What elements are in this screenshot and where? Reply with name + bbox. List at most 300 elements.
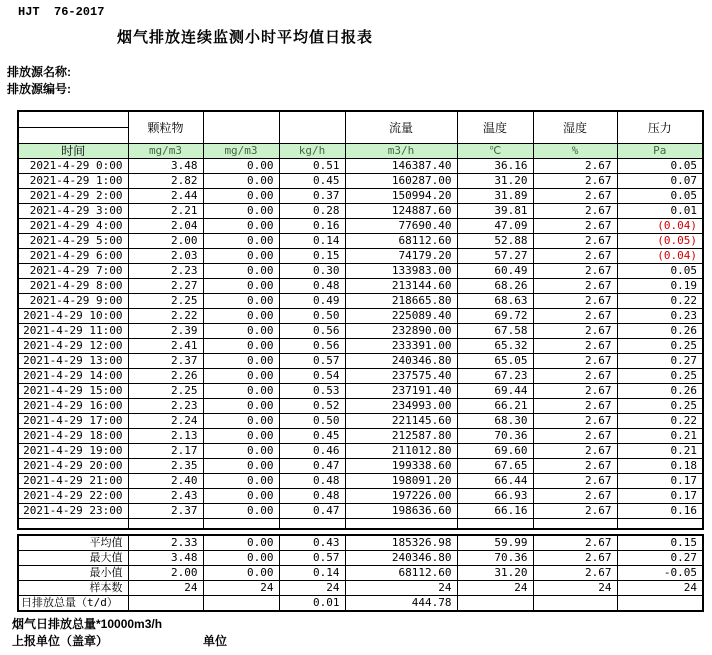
summary-rows: [18, 535, 703, 611]
summary-value-cell: 24: [345, 581, 457, 596]
time-cell: 2021-4-29 22:00: [18, 489, 128, 504]
unit-cell-mgm3-b: mg/m3: [203, 144, 279, 159]
value-cell: 66.21: [457, 399, 533, 414]
value-cell: 2.43: [128, 489, 203, 504]
value-cell: 0.00: [203, 384, 279, 399]
summary-value-cell: 444.78: [345, 596, 457, 612]
value-cell: 160287.00: [345, 174, 457, 189]
time-cell: 2021-4-29 6:00: [18, 249, 128, 264]
summary-value-cell: 24: [533, 581, 617, 596]
value-cell: 68.26: [457, 279, 533, 294]
time-cell: 2021-4-29 15:00: [18, 384, 128, 399]
value-cell: 0.00: [203, 279, 279, 294]
value-cell: 0.23: [617, 309, 703, 324]
value-cell: 0.00: [203, 429, 279, 444]
time-cell: 2021-4-29 11:00: [18, 324, 128, 339]
summary-value-cell: [203, 596, 279, 612]
value-cell: 0.00: [203, 309, 279, 324]
value-cell: 0.22: [617, 414, 703, 429]
value-cell: 212587.80: [345, 429, 457, 444]
value-cell: 0.17: [617, 474, 703, 489]
column-header-flow: 流量: [345, 111, 457, 144]
table-row: [18, 369, 703, 384]
value-cell: 211012.80: [345, 444, 457, 459]
doc-code: HJT 76-2017: [18, 5, 105, 19]
value-cell: 2.17: [128, 444, 203, 459]
time-cell: 2021-4-29 20:00: [18, 459, 128, 474]
summary-value-cell: [128, 596, 203, 612]
value-cell: 2.27: [128, 279, 203, 294]
value-cell: 198091.20: [345, 474, 457, 489]
time-cell: 2021-4-29 17:00: [18, 414, 128, 429]
value-cell: 0.26: [617, 384, 703, 399]
value-cell: 65.32: [457, 339, 533, 354]
value-cell: 0.56: [279, 324, 345, 339]
value-cell: 234993.00: [345, 399, 457, 414]
value-cell: 0.21: [617, 444, 703, 459]
source-id-label: 排放源编号:: [7, 82, 71, 96]
value-cell: 0.00: [203, 354, 279, 369]
summary-value-cell: [617, 596, 703, 612]
summary-value-cell: 0.43: [279, 535, 345, 551]
summary-label: 最大值: [18, 551, 128, 566]
value-cell: 0.49: [279, 294, 345, 309]
value-cell: 0.45: [279, 429, 345, 444]
summary-table: [17, 534, 704, 612]
empty-row: [18, 519, 703, 530]
summary-value-cell: 68112.60: [345, 566, 457, 581]
value-cell: 57.27: [457, 249, 533, 264]
time-cell: 2021-4-29 23:00: [18, 504, 128, 519]
value-cell: 0.37: [279, 189, 345, 204]
report-unit-label: 上报单位（盖章）: [12, 634, 109, 648]
time-column-header: 时间: [18, 144, 128, 159]
value-cell: 0.47: [279, 459, 345, 474]
value-cell: 69.44: [457, 384, 533, 399]
value-cell: 36.16: [457, 159, 533, 174]
summary-row: [18, 596, 703, 612]
header-blank-bottom: [18, 128, 128, 144]
value-cell: 199338.60: [345, 459, 457, 474]
value-cell: 0.00: [203, 294, 279, 309]
value-cell: 0.50: [279, 309, 345, 324]
summary-value-cell: 0.27: [617, 551, 703, 566]
value-cell: 232890.00: [345, 324, 457, 339]
table-row: [18, 309, 703, 324]
value-cell: 2.67: [533, 369, 617, 384]
value-cell: 2.67: [533, 414, 617, 429]
value-cell: 0.25: [617, 339, 703, 354]
unit-label: 单位: [203, 634, 228, 648]
value-cell: 0.00: [203, 234, 279, 249]
value-cell: 0.05: [617, 189, 703, 204]
table-row: [18, 294, 703, 309]
unit-cell-pa: Pa: [617, 144, 703, 159]
value-cell: 0.00: [203, 414, 279, 429]
value-cell: 60.49: [457, 264, 533, 279]
time-cell: 2021-4-29 12:00: [18, 339, 128, 354]
unit-cell-celsius: ℃: [457, 144, 533, 159]
value-cell: (0.04): [617, 249, 703, 264]
time-cell: 2021-4-29 10:00: [18, 309, 128, 324]
value-cell: 2.67: [533, 219, 617, 234]
value-cell: 2.13: [128, 429, 203, 444]
value-cell: 2.37: [128, 354, 203, 369]
empty-cell: [457, 519, 533, 530]
summary-row: [18, 535, 703, 551]
value-cell: 2.23: [128, 399, 203, 414]
value-cell: 0.50: [279, 414, 345, 429]
table-row: [18, 249, 703, 264]
summary-label: 样本数: [18, 581, 128, 596]
value-cell: 0.22: [617, 294, 703, 309]
value-cell: 52.88: [457, 234, 533, 249]
value-cell: 0.05: [617, 159, 703, 174]
summary-value-cell: 24: [617, 581, 703, 596]
value-cell: 0.00: [203, 204, 279, 219]
value-cell: 2.67: [533, 429, 617, 444]
value-cell: 0.45: [279, 174, 345, 189]
value-cell: 0.28: [279, 204, 345, 219]
value-cell: 2.37: [128, 504, 203, 519]
table-row: [18, 504, 703, 519]
time-cell: 2021-4-29 1:00: [18, 174, 128, 189]
value-cell: 67.23: [457, 369, 533, 384]
summary-value-cell: 2.33: [128, 535, 203, 551]
value-cell: 221145.60: [345, 414, 457, 429]
time-cell: 2021-4-29 16:00: [18, 399, 128, 414]
value-cell: 47.09: [457, 219, 533, 234]
value-cell: 2.67: [533, 354, 617, 369]
value-cell: 2.67: [533, 504, 617, 519]
value-cell: 0.48: [279, 489, 345, 504]
summary-value-cell: 0.00: [203, 566, 279, 581]
value-cell: 2.67: [533, 489, 617, 504]
value-cell: 2.67: [533, 159, 617, 174]
value-cell: 2.67: [533, 294, 617, 309]
column-header-humidity: 湿度: [533, 111, 617, 144]
value-cell: 0.15: [279, 249, 345, 264]
column-header-particulate: 颗粒物: [128, 111, 203, 144]
value-cell: 2.21: [128, 204, 203, 219]
value-cell: 0.00: [203, 399, 279, 414]
value-cell: 2.00: [128, 234, 203, 249]
value-cell: 2.67: [533, 459, 617, 474]
value-cell: 66.16: [457, 504, 533, 519]
time-cell: 2021-4-29 8:00: [18, 279, 128, 294]
value-cell: 2.25: [128, 294, 203, 309]
value-cell: 0.25: [617, 399, 703, 414]
value-cell: 2.24: [128, 414, 203, 429]
empty-cell: [617, 519, 703, 530]
value-cell: 218665.80: [345, 294, 457, 309]
column-header-temperature: 温度: [457, 111, 533, 144]
value-cell: 0.00: [203, 474, 279, 489]
value-cell: 0.18: [617, 459, 703, 474]
source-name-label: 排放源名称:: [7, 65, 71, 79]
summary-value-cell: 0.57: [279, 551, 345, 566]
value-cell: 39.81: [457, 204, 533, 219]
summary-row: [18, 566, 703, 581]
summary-value-cell: 2.00: [128, 566, 203, 581]
value-cell: 0.52: [279, 399, 345, 414]
value-cell: 0.05: [617, 264, 703, 279]
value-cell: 2.40: [128, 474, 203, 489]
value-cell: 0.27: [617, 354, 703, 369]
summary-value-cell: 24: [203, 581, 279, 596]
value-cell: 0.57: [279, 354, 345, 369]
value-cell: (0.04): [617, 219, 703, 234]
value-cell: (0.05): [617, 234, 703, 249]
value-cell: 2.67: [533, 444, 617, 459]
value-cell: 65.05: [457, 354, 533, 369]
unit-cell-percent: %: [533, 144, 617, 159]
value-cell: 0.16: [279, 219, 345, 234]
time-cell: 2021-4-29 21:00: [18, 474, 128, 489]
table-row: [18, 324, 703, 339]
value-cell: 213144.60: [345, 279, 457, 294]
value-cell: 0.00: [203, 459, 279, 474]
table-row: [18, 459, 703, 474]
value-cell: 3.48: [128, 159, 203, 174]
table-row: [18, 354, 703, 369]
value-cell: 197226.00: [345, 489, 457, 504]
empty-cell: [533, 519, 617, 530]
value-cell: 0.26: [617, 324, 703, 339]
report-table: [17, 110, 704, 530]
table-row: [18, 339, 703, 354]
value-cell: 0.21: [617, 429, 703, 444]
value-cell: 2.67: [533, 204, 617, 219]
value-cell: 198636.60: [345, 504, 457, 519]
summary-value-cell: 59.99: [457, 535, 533, 551]
table-row: [18, 189, 703, 204]
value-cell: 69.60: [457, 444, 533, 459]
value-cell: 2.41: [128, 339, 203, 354]
summary-row: [18, 581, 703, 596]
value-cell: 233391.00: [345, 339, 457, 354]
value-cell: 2.23: [128, 264, 203, 279]
value-cell: 240346.80: [345, 354, 457, 369]
time-cell: 2021-4-29 18:00: [18, 429, 128, 444]
value-cell: 2.67: [533, 189, 617, 204]
value-cell: 2.44: [128, 189, 203, 204]
table-row: [18, 399, 703, 414]
value-cell: 0.00: [203, 444, 279, 459]
time-cell: 2021-4-29 14:00: [18, 369, 128, 384]
table-row: [18, 264, 703, 279]
time-cell: 2021-4-29 13:00: [18, 354, 128, 369]
time-cell: 2021-4-29 7:00: [18, 264, 128, 279]
summary-value-cell: 0.15: [617, 535, 703, 551]
column-header-pressure: 压力: [617, 111, 703, 144]
value-cell: 0.25: [617, 369, 703, 384]
summary-value-cell: [457, 596, 533, 612]
value-cell: 0.00: [203, 264, 279, 279]
summary-value-cell: [533, 596, 617, 612]
page-title: 烟气排放连续监测小时平均值日报表: [116, 29, 373, 46]
value-cell: 150994.20: [345, 189, 457, 204]
value-cell: 67.65: [457, 459, 533, 474]
value-cell: 237191.40: [345, 384, 457, 399]
table-row: [18, 489, 703, 504]
value-cell: 0.51: [279, 159, 345, 174]
summary-value-cell: 24: [457, 581, 533, 596]
value-cell: 2.25: [128, 384, 203, 399]
value-cell: 31.20: [457, 174, 533, 189]
value-cell: 2.39: [128, 324, 203, 339]
unit-cell-kgh: kg/h: [279, 144, 345, 159]
header-row-top: [18, 111, 703, 128]
value-cell: 0.00: [203, 159, 279, 174]
summary-value-cell: 185326.98: [345, 535, 457, 551]
time-cell: 2021-4-29 2:00: [18, 189, 128, 204]
table-row: [18, 444, 703, 459]
value-cell: 0.16: [617, 504, 703, 519]
value-cell: 2.67: [533, 384, 617, 399]
summary-value-cell: 240346.80: [345, 551, 457, 566]
value-cell: 146387.40: [345, 159, 457, 174]
value-cell: 0.53: [279, 384, 345, 399]
value-cell: 2.67: [533, 264, 617, 279]
value-cell: 0.56: [279, 339, 345, 354]
value-cell: 0.00: [203, 249, 279, 264]
value-cell: 0.00: [203, 324, 279, 339]
value-cell: 2.67: [533, 324, 617, 339]
value-cell: 67.58: [457, 324, 533, 339]
summary-value-cell: 2.67: [533, 551, 617, 566]
table-row: [18, 219, 703, 234]
value-cell: 0.07: [617, 174, 703, 189]
empty-cell: [345, 519, 457, 530]
value-cell: 0.48: [279, 474, 345, 489]
value-cell: 2.67: [533, 399, 617, 414]
value-cell: 2.67: [533, 174, 617, 189]
summary-value-cell: 24: [128, 581, 203, 596]
table-row: [18, 204, 703, 219]
time-cell: 2021-4-29 5:00: [18, 234, 128, 249]
value-cell: 0.30: [279, 264, 345, 279]
value-cell: 2.22: [128, 309, 203, 324]
value-cell: 68112.60: [345, 234, 457, 249]
column-header-blank-2: [279, 111, 345, 144]
value-cell: 0.00: [203, 369, 279, 384]
value-cell: 0.19: [617, 279, 703, 294]
value-cell: 124887.60: [345, 204, 457, 219]
value-cell: 69.72: [457, 309, 533, 324]
value-cell: 0.01: [617, 204, 703, 219]
value-cell: 0.00: [203, 174, 279, 189]
value-cell: 0.54: [279, 369, 345, 384]
table-row: [18, 414, 703, 429]
value-cell: 68.63: [457, 294, 533, 309]
empty-cell: [18, 519, 128, 530]
time-cell: 2021-4-29 9:00: [18, 294, 128, 309]
column-header-blank-1: [203, 111, 279, 144]
value-cell: 31.89: [457, 189, 533, 204]
header-blank-top: [18, 111, 128, 128]
summary-value-cell: 31.20: [457, 566, 533, 581]
empty-cell: [128, 519, 203, 530]
time-cell: 2021-4-29 3:00: [18, 204, 128, 219]
summary-value-cell: 24: [279, 581, 345, 596]
summary-value-cell: 0.14: [279, 566, 345, 581]
value-cell: 0.00: [203, 489, 279, 504]
value-cell: 0.00: [203, 219, 279, 234]
unit-cell-mgm3-a: mg/m3: [128, 144, 203, 159]
table-row: [18, 429, 703, 444]
summary-row: [18, 551, 703, 566]
footer-note: 烟气日排放总量*10000m3/h: [12, 617, 163, 631]
value-cell: 2.67: [533, 309, 617, 324]
value-cell: 133983.00: [345, 264, 457, 279]
summary-value-cell: 3.48: [128, 551, 203, 566]
value-cell: 0.00: [203, 339, 279, 354]
value-cell: 68.30: [457, 414, 533, 429]
table-row: [18, 174, 703, 189]
data-rows: [18, 159, 703, 519]
table-row: [18, 159, 703, 174]
value-cell: 2.67: [533, 249, 617, 264]
value-cell: 237575.40: [345, 369, 457, 384]
value-cell: 70.36: [457, 429, 533, 444]
table-row: [18, 279, 703, 294]
table-row: [18, 384, 703, 399]
value-cell: 2.03: [128, 249, 203, 264]
summary-value-cell: 2.67: [533, 535, 617, 551]
value-cell: 2.67: [533, 234, 617, 249]
value-cell: 77690.40: [345, 219, 457, 234]
value-cell: 0.14: [279, 234, 345, 249]
empty-cell: [279, 519, 345, 530]
summary-value-cell: 0.01: [279, 596, 345, 612]
time-cell: 2021-4-29 0:00: [18, 159, 128, 174]
value-cell: 2.67: [533, 339, 617, 354]
value-cell: 225089.40: [345, 309, 457, 324]
value-cell: 0.46: [279, 444, 345, 459]
time-cell: 2021-4-29 4:00: [18, 219, 128, 234]
summary-value-cell: -0.05: [617, 566, 703, 581]
value-cell: 0.47: [279, 504, 345, 519]
summary-label: 平均值: [18, 535, 128, 551]
value-cell: 2.35: [128, 459, 203, 474]
unit-row: [18, 144, 703, 159]
summary-value-cell: 2.67: [533, 566, 617, 581]
summary-value-cell: 0.00: [203, 551, 279, 566]
value-cell: 0.00: [203, 504, 279, 519]
value-cell: 0.00: [203, 189, 279, 204]
value-cell: 2.26: [128, 369, 203, 384]
value-cell: 74179.20: [345, 249, 457, 264]
unit-cell-m3h: m3/h: [345, 144, 457, 159]
summary-label: 最小值: [18, 566, 128, 581]
value-cell: 0.17: [617, 489, 703, 504]
value-cell: 66.44: [457, 474, 533, 489]
value-cell: 2.04: [128, 219, 203, 234]
table-row: [18, 474, 703, 489]
summary-value-cell: 0.00: [203, 535, 279, 551]
table-row: [18, 234, 703, 249]
value-cell: 2.67: [533, 474, 617, 489]
value-cell: 2.67: [533, 279, 617, 294]
value-cell: 66.93: [457, 489, 533, 504]
value-cell: 0.48: [279, 279, 345, 294]
empty-cell: [203, 519, 279, 530]
summary-label: 日排放总量（t/d）: [18, 596, 128, 612]
time-cell: 2021-4-29 19:00: [18, 444, 128, 459]
value-cell: 2.82: [128, 174, 203, 189]
summary-value-cell: 70.36: [457, 551, 533, 566]
